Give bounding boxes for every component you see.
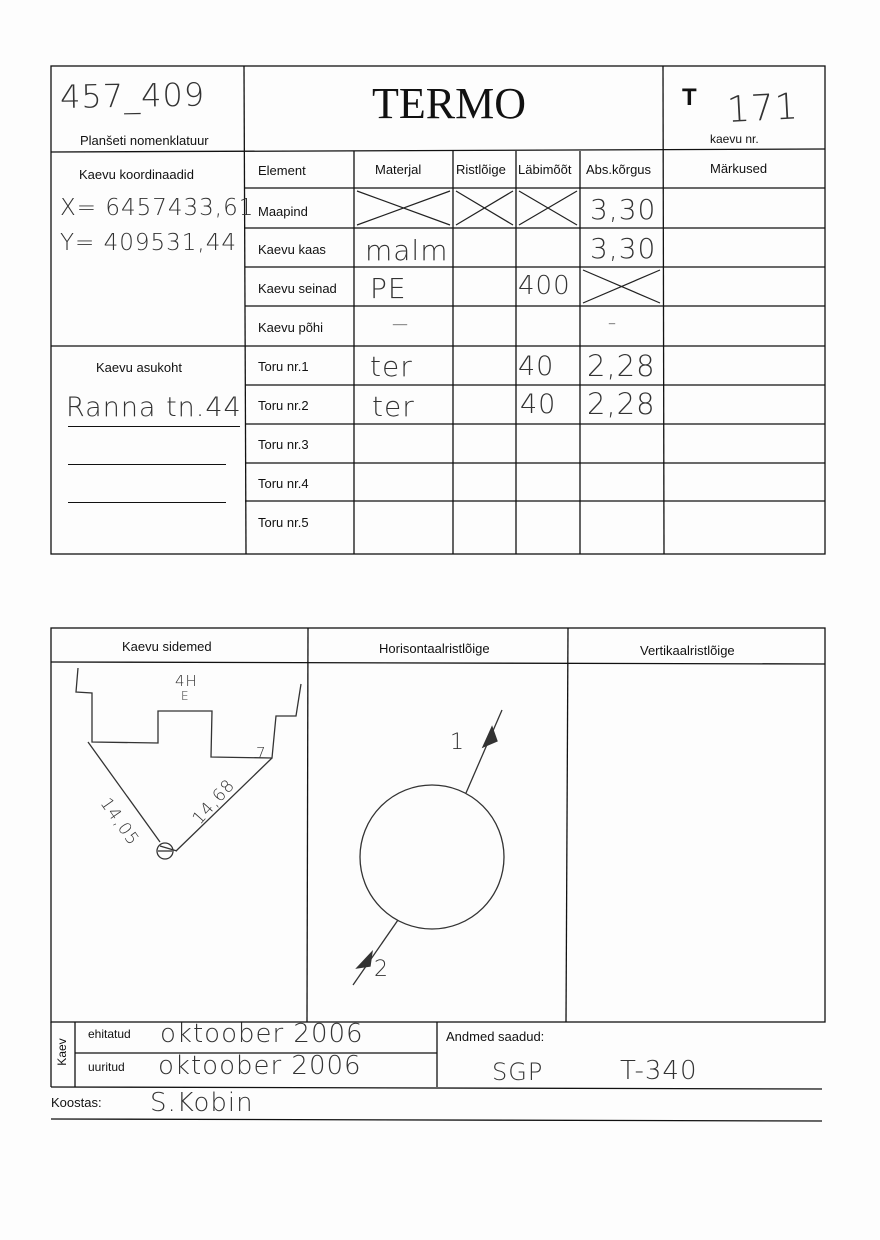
row-element-label: Toru nr.5: [258, 515, 309, 530]
cell-materjal: —: [392, 314, 409, 333]
row-element-label: Maapind: [258, 204, 308, 219]
column-markused: Märkused: [710, 161, 768, 176]
coordinate-y: Y= 409531,44: [60, 230, 238, 256]
building-sublabel: E: [181, 689, 190, 703]
building-label: 4H: [175, 672, 198, 690]
compiled-label: Koostas:: [51, 1095, 102, 1110]
well-type-letter: T: [682, 84, 697, 111]
cell-materjal: ter: [372, 390, 415, 423]
row-element-label: Kaevu põhi: [258, 320, 324, 335]
corner-label: 7: [256, 744, 267, 762]
compiled-by: S.Kobin: [150, 1088, 254, 1118]
built-label: ehitatud: [88, 1027, 131, 1041]
column-labimoot: Läbimõõt: [518, 162, 572, 177]
cell-abs-korgus: –: [608, 313, 617, 332]
row-element-label: Toru nr.2: [258, 398, 309, 413]
vertical-section-label: Vertikaalristlõige: [640, 643, 735, 658]
row-element-label: Toru nr.4: [258, 476, 309, 491]
row-element-label: Toru nr.1: [258, 359, 309, 374]
column-ristloige: Ristlõige: [456, 162, 506, 177]
well-number-value: 171: [725, 86, 800, 131]
well-number-label: kaevu nr.: [710, 132, 759, 146]
pipe-1-label: 1: [450, 730, 465, 755]
column-element: Element: [258, 163, 306, 178]
location-label: Kaevu asukoht: [96, 360, 183, 375]
kaev-label: Kaev: [55, 1038, 69, 1066]
built-value: oktoober 2006: [160, 1019, 364, 1049]
cell-abs-korgus: 3,30: [590, 232, 657, 265]
cell-abs-korgus: 2,28: [587, 349, 656, 383]
map-sheet-value: 457_409: [59, 75, 206, 116]
distance-2-label: 14,68: [188, 775, 240, 829]
row-element-label: Kaevu seinad: [258, 281, 337, 296]
data-source: SGP: [492, 1058, 544, 1086]
cell-abs-korgus: 3,30: [590, 193, 657, 226]
cell-labimoot: 400: [518, 271, 571, 301]
cell-labimoot: 40: [518, 351, 555, 382]
distance-1-label: 14,05: [95, 794, 143, 850]
column-abs-korgus: Abs.kõrgus: [586, 162, 652, 177]
row-element-label: Kaevu kaas: [258, 242, 326, 257]
coordinate-x: X= 6457433,61: [60, 195, 255, 221]
form-title: TERMO: [372, 79, 526, 128]
data-received-label: Andmed saadud:: [446, 1029, 545, 1044]
ties-label: Kaevu sidemed: [122, 639, 212, 654]
cell-materjal: ter: [370, 350, 413, 383]
horizontal-section-sketch: [353, 710, 504, 985]
pipe-2-label: 2: [374, 957, 389, 982]
row-element-label: Toru nr.3: [258, 437, 309, 452]
cell-materjal: PE: [370, 272, 407, 305]
cell-abs-korgus: 2,28: [587, 387, 656, 421]
coordinates-label: Kaevu koordinaadid: [79, 167, 194, 182]
data-code: T-340: [620, 1056, 698, 1086]
column-materjal: Materjal: [375, 162, 422, 177]
cell-materjal: malm: [365, 234, 449, 267]
horizontal-section-label: Horisontaalristlõige: [379, 641, 490, 656]
cell-labimoot: 40: [520, 389, 557, 420]
map-sheet-label: Planšeti nomenklatuur: [80, 133, 209, 148]
surveyed-value: oktoober 2006: [158, 1051, 362, 1081]
surveyed-label: uuritud: [88, 1060, 125, 1074]
location-value: Ranna tn.44: [66, 392, 242, 423]
